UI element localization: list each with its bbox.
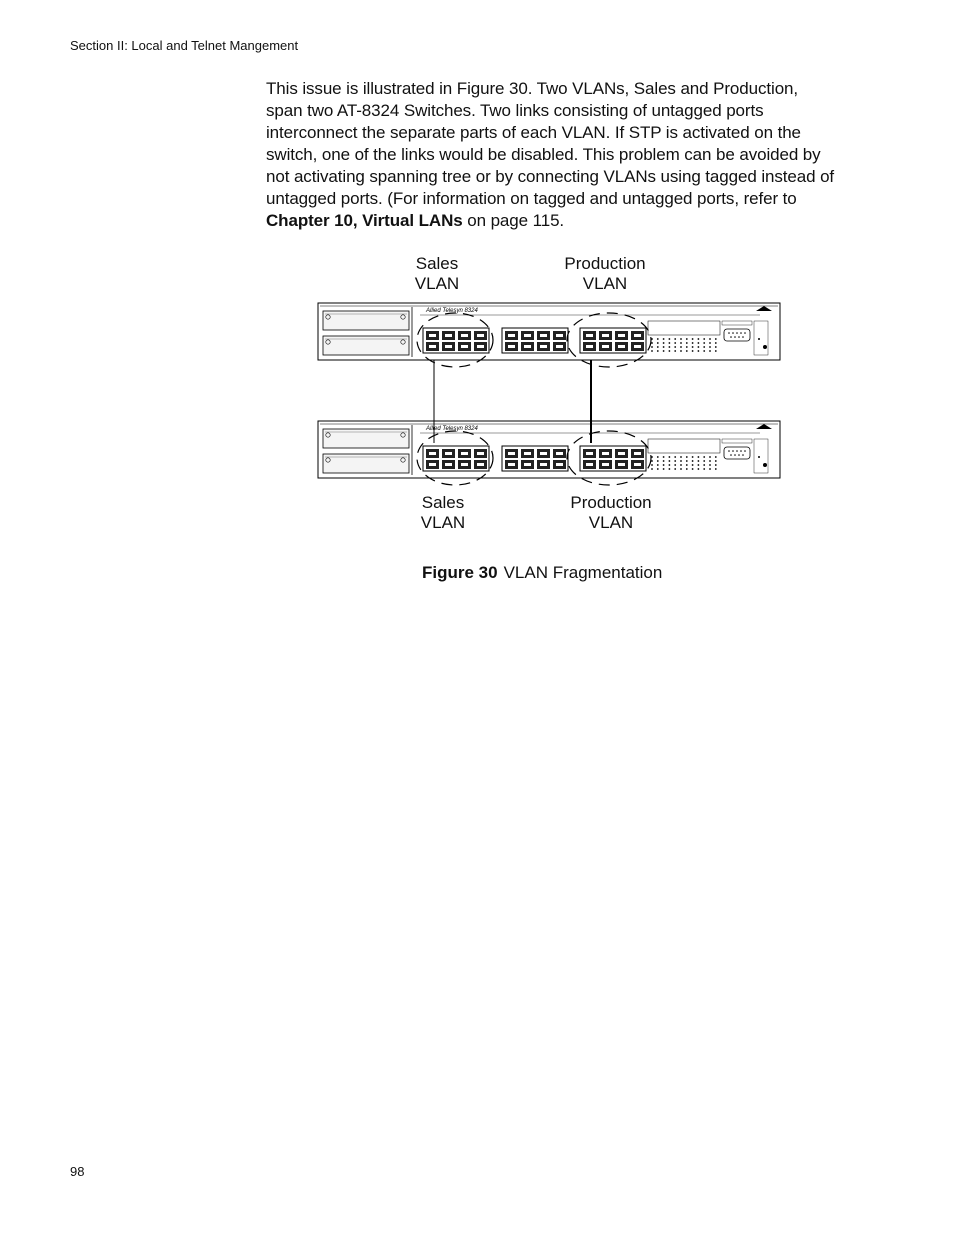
switch-brand-label: Allied Telesyn 8324 — [426, 308, 478, 314]
top-production-vlan-label: Production VLAN — [564, 254, 646, 293]
paragraph-text-end: on page 115. — [462, 211, 565, 230]
running-header: Section II: Local and Telnet Mangement — [70, 38, 299, 53]
switch-brand-label: Allied Telesyn 8324 — [426, 426, 478, 432]
bottom-sales-vlan-label: Sales VLAN — [420, 493, 466, 532]
caption-number: Figure 30 — [422, 563, 498, 582]
paragraph-text: This issue is illustrated in Figure 30. Two VLANs, Sales and Production, span two AT-8324 Switches. Two links consisting of untagged ports interconnect the separate parts of each VLAN. If STP is activated on the switch, one of the links would be disabled. This problem can be avoided by not activating spanning tree or by connecting VLANs using tagged instead of untagged ports. (For information on tagged and untagged ports, refer to — [266, 79, 835, 208]
bottom-production-vlan-label: Production VLAN — [570, 493, 652, 532]
caption-title: VLAN Fragmentation — [503, 563, 663, 582]
top-sales-vlan-label: Sales VLAN — [414, 254, 460, 293]
switch-bottom — [318, 421, 780, 478]
figure-caption — [422, 563, 662, 583]
chapter-link[interactable]: Chapter 10, Virtual LANs — [266, 211, 463, 230]
switch-top — [318, 303, 780, 360]
page-number: 98 — [70, 1164, 85, 1179]
